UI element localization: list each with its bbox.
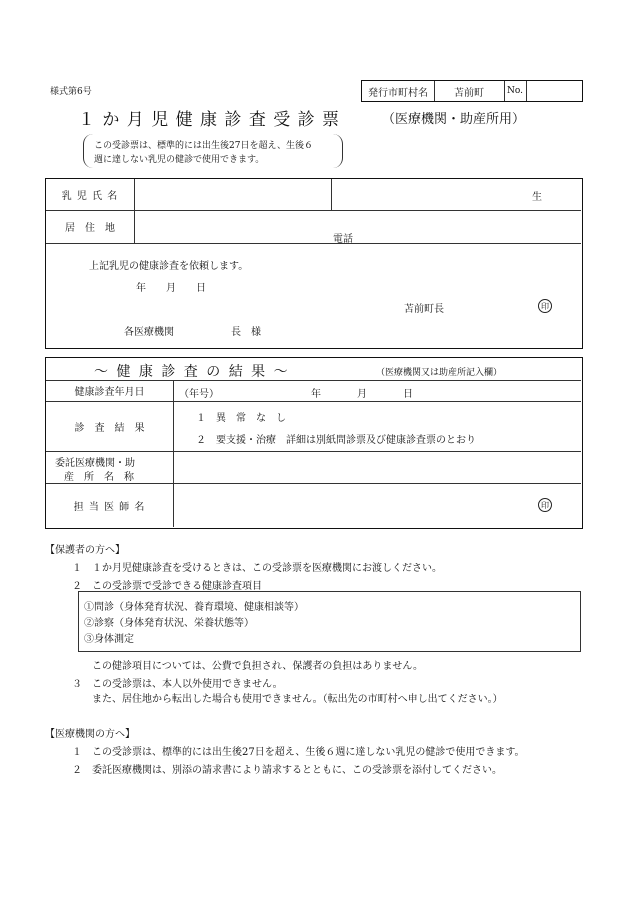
form-number: 様式第6号 [50, 87, 92, 97]
exam-item-1: ①問診（身体発育状況、養育環境、健康相談等） [84, 602, 304, 613]
result-option-2[interactable]: ２ 要支援・治療 詳細は別紙問診票及び健康診査票のとおり [196, 435, 476, 446]
guardian-item-2: ２ この受診票で受診できる健康診査項目 [72, 581, 262, 592]
results-box [45, 357, 583, 529]
usage-note [83, 134, 343, 168]
mayor-label: 苫前町長 [404, 304, 444, 315]
institution-heading: 【医療機関の方へ】 [45, 729, 135, 740]
page-title: １ か 月 児 健 康 診 査 受 診 票 [78, 110, 341, 130]
birth-label: 生 [532, 192, 542, 203]
guardian-heading: 【保護者の方へ】 [45, 545, 125, 556]
era-label: （年号） [179, 389, 219, 400]
guardian-item-3-line2: また、居住地から転出した場合も使用できません。（転出先の市町村へ申し出てください。） [92, 694, 503, 705]
exam-item-2: ②診察（身体発育状況、栄養状態等） [84, 618, 254, 629]
exam-date-field[interactable] [176, 382, 576, 399]
usage-note-line2: 週に達しない乳児の健診で使用できます。 [94, 155, 265, 165]
exam-item-3: ③身体測定 [84, 634, 134, 645]
doctor-seal-icon: 印 [538, 498, 552, 512]
issuer-no-value[interactable] [526, 81, 582, 101]
doctor-label: 担 当 医 師 名 [73, 501, 146, 513]
results-header: ～ 健 康 診 査 の 結 果 ～ [94, 364, 290, 380]
request-date: 年 月 日 [136, 283, 206, 294]
institution-name-field[interactable] [176, 453, 576, 481]
institution-label-1: 委託医療機関・助 [55, 458, 135, 469]
month-label: 月 [357, 389, 367, 400]
institution-item-2: ２ 委託医療機関は、別添の請求書により請求するとともに、この受診票を添付してください。 [72, 765, 502, 776]
exam-items-box [78, 591, 581, 652]
address-label: 居 住 地 [65, 223, 115, 234]
usage-note-line1: この受診票は、標準的には出生後27日を超え、生後６ [94, 141, 313, 151]
day-label: 日 [403, 389, 413, 400]
issuer-box [361, 80, 583, 102]
result-label: 診 査 結 果 [74, 422, 145, 434]
seal-icon: 印 [538, 299, 552, 313]
issuer-no-label: No. [507, 86, 523, 96]
result-option-1[interactable]: １ 異 常 な し [196, 413, 286, 424]
child-info-box [45, 178, 583, 349]
issuer-label: 発行市町村名 [368, 87, 428, 99]
guardian-item-1: １ １か月児健康診査を受けるときは、この受診票を医療機関にお渡しください。 [72, 563, 442, 574]
child-name-field[interactable] [136, 181, 329, 208]
exam-date-label: 健康診査年月日 [74, 387, 145, 398]
child-name-label: 乳 児 氏 名 [61, 191, 119, 202]
institution-label-2: 産 所 名 称 [64, 472, 134, 483]
doctor-name-field[interactable] [176, 485, 526, 525]
results-header-note: （医療機関又は助産所記入欄） [376, 368, 503, 378]
page-subtitle: （医療機関・助産所用） [382, 112, 526, 127]
address-field[interactable] [136, 212, 576, 241]
child-birthdate-field[interactable] [333, 181, 533, 208]
guardian-item-3-line1: ３ この受診票は、本人以外使用できません。 [72, 679, 283, 690]
issuer-name: 苫前町 [454, 87, 484, 99]
phone-label: 電話 [333, 234, 353, 245]
cost-note: この健診項目については、公費で負担され、保護者の負担はありません。 [92, 661, 423, 672]
year-label: 年 [311, 389, 321, 400]
institution-item-1: １ この受診票は、標準的には出生後27日を超え、生後６週に達しない乳児の健診で使用できます。 [72, 747, 525, 758]
to-institution: 各医療機関 [124, 327, 174, 338]
request-text: 上記乳児の健康診査を依頼します。 [89, 261, 249, 272]
to-head: 長 様 [231, 327, 261, 338]
